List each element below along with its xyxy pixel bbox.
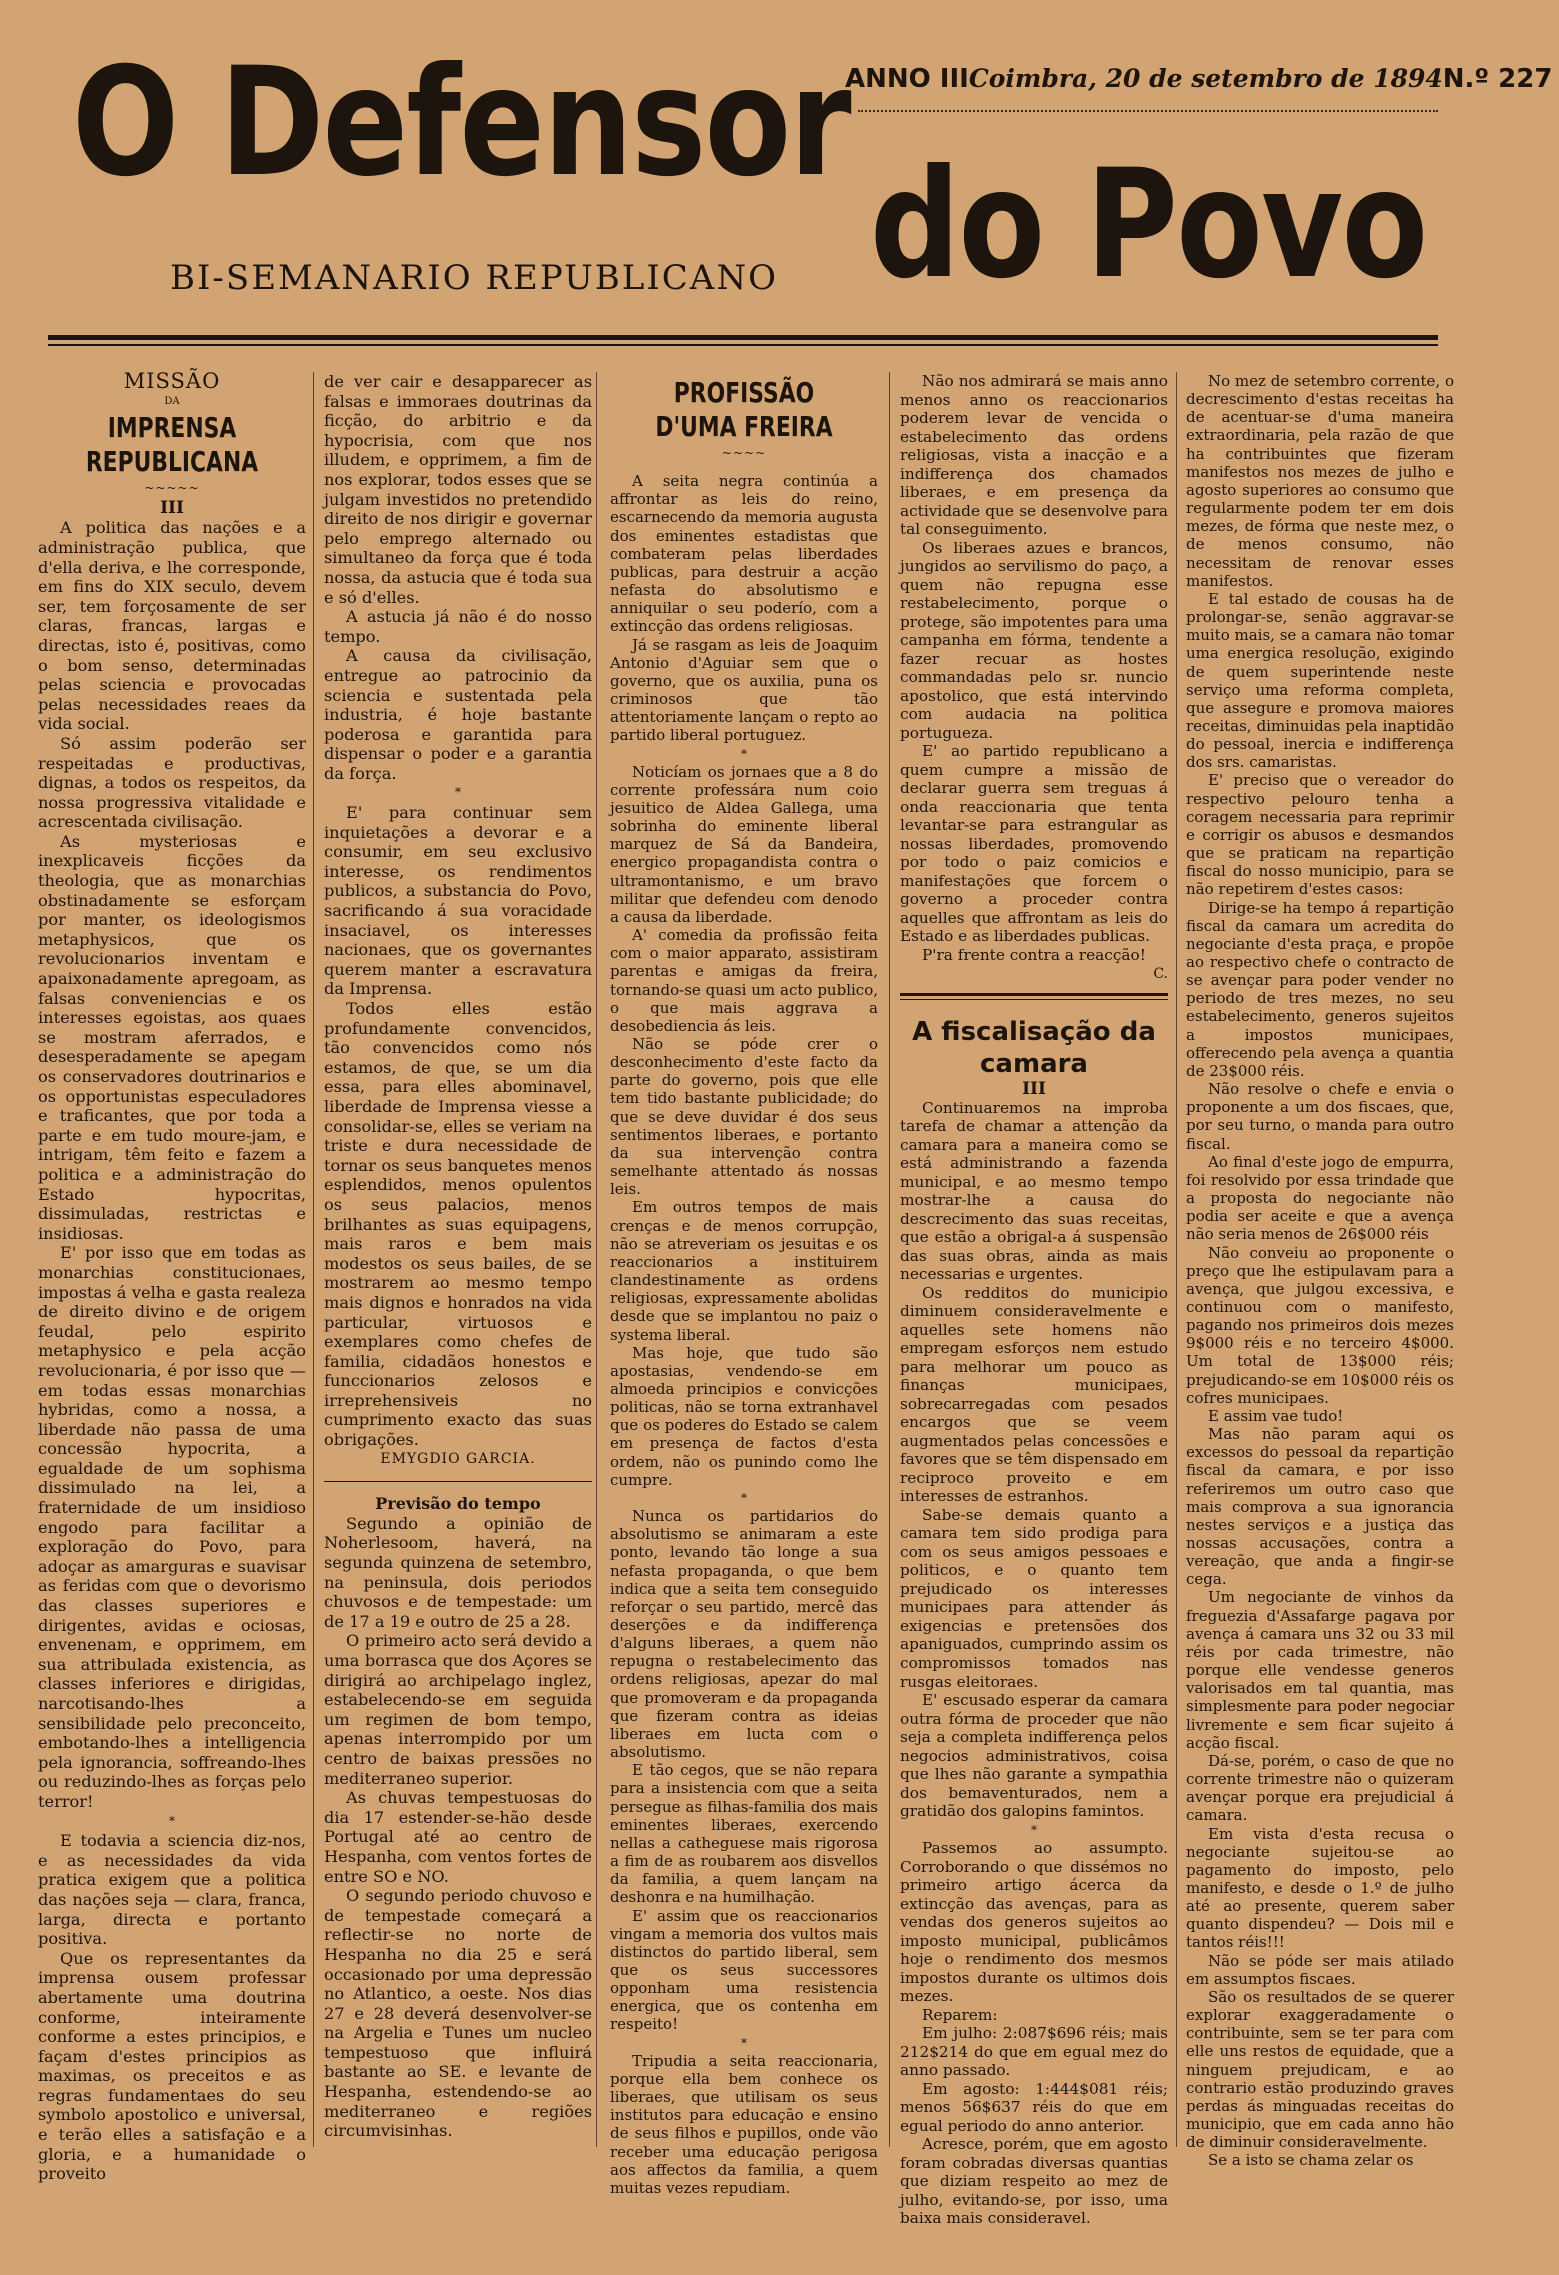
section-star: *	[1031, 1822, 1037, 1837]
paragraph: E assim vae tudo!	[1208, 1406, 1344, 1425]
paragraph: A seita negra continúa a affrontar as leis do reino, escarnecendo da memoria augusta dos eminentes estadistas que combateram pelas liberdades publicas, para destruir a acção nefasta do absolutismo e anniquilar o seu poderío, com a extincção das ordens religiosas.	[610, 472, 878, 636]
article-kicker-da: DA	[164, 395, 180, 407]
article-part: III	[160, 497, 184, 518]
weather-headline: Previsão do tempo	[375, 1494, 541, 1514]
article-part: III	[1022, 1079, 1046, 1100]
article-kicker: MISSÃO	[123, 369, 221, 393]
paragraph: Mas não param aqui os excessos do pessoal da repartição fiscal da camara, e por isso referiremos um outro caso que mais comprova a sua ignorancia nestes serviços e a justiça das nossas accusações, contra a vereação, que anda a fingir-se cega.	[1186, 1425, 1454, 1589]
article-headline: IMPRENSA REPUBLICANA	[85, 411, 259, 479]
column-1	[38, 369, 306, 2184]
paragraph: Em outros tempos de mais crenças e de menos corrupção, não se atreveriam os jesuitas e os reaccionarios a instituirem clandestinamente as ordens religiosas, expressamente abolidas desde que se implantou no paiz o systema liberal.	[610, 1198, 878, 1344]
issue-year: ANNO III	[845, 64, 969, 94]
ornament: ~~~~~	[144, 481, 200, 496]
paragraph: Em agosto: 1:444$081 réis; menos 56$637 réis do que em egual periodo do anno anterior.	[900, 2079, 1168, 2135]
paragraph: Um negociante de vinhos da freguezia d'Assafarge pagava por avença á camara uns 32 ou 33 mil réis por cada trimestre, não porque elle vendesse generos valorisados em tal quantia, mas simplesmente para poder negociar livremente e sem ficar sujeito á acção fiscal.	[1186, 1588, 1454, 1752]
paragraph: E' para continuar sem inquietações a devorar e a consumir, em seu exclusivo interesse, os rendimentos publicos, a substancia do Povo, sacrificando á sua voracidade insaciavel, os interesses nacionaes, que os governantes querem manter a escravatura da Imprensa.	[324, 803, 592, 999]
masthead-subtitle: BI-SEMANARIO REPUBLICANO	[170, 258, 778, 298]
divider	[324, 1481, 592, 1482]
paragraph: Nunca os partidarios do absolutismo se animaram a este ponto, levando tão longe a sua nefasta propaganda, o que bem indica que a seita tem conseguido reforçar o seu partido, mercê das deserções e da indifferença d'alguns liberaes, a quem não repugna o restabelecimento das ordens religiosas, apezar do mal que promoveram e da propaganda que fizeram contra as ideias liberaes em lucta com o absolutismo.	[610, 1507, 878, 1762]
section-star: *	[741, 2035, 747, 2050]
paragraph: Reparem:	[922, 2005, 998, 2024]
paragraph: A astucia já não é do nosso tempo.	[324, 607, 592, 646]
paragraph: As mysteriosas e inexplicaveis ficções da theologia, que as monarchias obstinadamente se esforçam por manter, os ideologismos metaphysicos, que os revolucionarios inventam e apaixonadamente apregoam, as falsas conveniencias e os interesses egoistas, aos quaes se mostram aferrados, e desesperadamente se apegam os conservadores doutrinarios e os opportunistas especuladores e traficantes, que por toda a parte e em tudo moure-jam, e intrigam, têm feito e fazem a politica e a administração do Estado hypocritas, dissimuladas, restrictas e insidiosas.	[38, 831, 306, 1243]
ornament: ~~~~	[721, 446, 767, 460]
paragraph: Em julho: 2:087$696 réis; mais 212$214 do que em egual mez do anno passado.	[900, 2024, 1168, 2080]
paragraph: E todavia a sciencia diz-nos, e as necessidades da vida pratica exigem que a politica das nações seja — clara, franca, larga, directa e portanto positiva.	[38, 1831, 306, 1949]
article-headline: A fiscalisação da camara	[912, 1017, 1156, 1080]
masthead-rule	[48, 335, 1438, 340]
column-3	[610, 372, 878, 2197]
paragraph: Os redditos do municipio diminuem consideravelmente e aquelles sete homens não empregam esforços nem estudo para melhorar um pouco as finanças municipaes, sobrecarregadas com pesados encargos que se veem augmentados pelas concessões e favores que se têm dispensado em reciproco proveito e em interesses de estranhos.	[900, 1283, 1168, 1506]
paragraph: E' escusado esperar da camara outra fórma de proceder que não seja a completa indifferença pelos negocios administrativos, coisa que lhes não garante a sympathia dos bemaventurados, nem a gratidão dos galopins famintos.	[900, 1691, 1168, 1821]
section-star: *	[169, 1813, 175, 1828]
paragraph: Acresce, porém, que em agosto foram cobradas diversas quantias que diziam respeito ao mez de julho, evitando-se, por isso, uma baixa mais consideravel.	[900, 2135, 1168, 2228]
article-headline: PROFISSÃO D'UMA FREIRA	[655, 376, 833, 443]
paragraph: Em vista d'esta recusa o negociante sujeitou-se ao pagamento do imposto, pelo manifesto, e desde o 1.º de julho até ao presente, querem saber quanto dispendeu? — Dois mil e tantos réis!!!	[1186, 1824, 1454, 1952]
column-separator	[596, 372, 597, 2147]
column-separator	[1176, 372, 1177, 2147]
double-rule	[900, 993, 1168, 1000]
paragraph: Só assim poderão ser respeitadas e productivas, dignas, a todos os respeitos, da nossa progressiva vitalidade e acrescentada civilisação.	[38, 733, 306, 832]
paragraph: E tal estado de cousas ha de prolongar-se, senão aggravar-se muito mais, se a camara não tomar uma energica resolução, exigindo de quem superintende neste serviço uma reforma completa, que assegure e promova maiores receitas, diminuidas pela inaptidão do pessoal, inercia e indifferença dos srs. camaristas.	[1186, 589, 1454, 772]
article-initial: C.	[1153, 965, 1168, 982]
paragraph: Sabe-se demais quanto a camara tem sido prodiga para com os seus amigos pessoaes e politicos, e o quanto tem prejudicado os interesses municipaes para attender ás exigencias e pretensões dos apaniguados, cumprindo assim os compromissos tomados nas rusgas eleitoraes.	[900, 1505, 1168, 1691]
issue-info	[845, 64, 1553, 94]
column-separator	[313, 372, 314, 2147]
paragraph: São os resultados de se querer explorar exaggeradamente o contribuinte, sem se ter para com elle uns restos de equidade, que a ninguem prejudicam, e ao contrario estão produzindo graves perdas ás minguadas receitas do municipio, que em cada anno hão de diminuir consideravelmente.	[1186, 1987, 1454, 2152]
masthead-title-line2: do Povo	[870, 138, 1427, 312]
masthead-rule-thin	[48, 344, 1438, 346]
masthead-title-line1: O Defensor	[72, 36, 850, 210]
paragraph: A' comedia da profissão feita com o maior apparato, assistiram parentas e amigas da freira, tornando-se quasi um acto publico, o que mais aggrava a desobediencia ás leis.	[610, 926, 878, 1035]
paragraph: Já se rasgam as leis de Joaquim Antonio d'Aguiar sem que o governo, que os auxilia, puna os criminosos que tão attentoriamente lançam o repto ao partido liberal portuguez.	[610, 635, 878, 745]
paragraph: E tão cegos, que se não repara para a insistencia com que a seita persegue as filhas-familia dos mais eminentes liberaes, exercendo nellas a catheguese mais rigorosa a fim de as roubarem aos disvellos da familia, a quem lançam na deshonra e na humilhação.	[610, 1761, 878, 1907]
paragraph: A causa da civilisação, entregue ao patrocinio da sciencia e sustentada pela industria, é hoje bastante poderosa e garantida para dispensar o poder e a garantia da força.	[324, 646, 592, 783]
issue-date: Coimbra, 20 de setembro de 1894	[968, 64, 1443, 93]
paragraph: As chuvas tempestuosas do dia 17 estender-se-hão desde Portugal até ao centro de Hespanha, com ventos fortes de entre SO e NO.	[324, 1788, 592, 1886]
paragraph: Segundo a opinião de Noherlesoom, haverá, na segunda quinzena de setembro, na peninsula, dois periodos chuvosos e de tempestade: um de 17 a 19 e outro de 25 a 28.	[324, 1513, 592, 1631]
paragraph: O segundo periodo chuvoso e de tempestade começará a reflectir-se no norte de Hespanha no dia 25 e será occasionado por uma depressão no Atlantico, a oeste. Nos dias 27 e 28 deverá desenvolver-se na Argelia e Tunes um nucleo tempestuoso que influirá bastante ao SE. e levante de Hespanha, estendendo-se ao mediterraneo e regiões circumvisinhas.	[324, 1886, 592, 2141]
paragraph: Todos elles estão profundamente convencidos, tão convencidos como nós estamos, de que, se um dia essa, para elles abominavel, liberdade de Imprensa viesse a consolidar-se, elles se veriam na triste e dura necessidade de tornar os seus banquetes menos esplendidos, menos opulentos os seus palacios, menos brilhantes as suas equipagens, mais raros e bem mais modestos os seus bailes, de se mostrarem ao mesmo tempo mais dignos e honrados na vida particular, virtuosos e exemplares como chefes de familia, cidadãos honestos e funccionarios zelosos e irreprehensiveis no cumprimento exacto das suas obrigações.	[324, 999, 592, 1450]
column-5	[1186, 372, 1454, 2169]
paragraph: E' ao partido republicano a quem cumpre a missão de declarar guerra sem treguas á onda reaccionaria que tenta levantar-se para estrangular as nossas liberdades, promovendo por todo o paiz comicios e manifestações que forcem o governo a proceder contra aquelles que affrontam as leis do Estado e as liberdades publicas.	[900, 742, 1168, 946]
paragraph: Continuaremos na improba tarefa de chamar a attenção da camara para a maneira como se está administrando a fazenda municipal, e ao mesmo tempo mostrar-lhe a causa do descrecimento das suas receitas, que estão a obrigal-a á suspensão das suas obras, ainda as mais necessarias e urgentes.	[900, 1098, 1168, 1284]
article-signature: EMYGDIO GARCIA.	[380, 1450, 536, 1467]
masthead-dotted-rule	[858, 110, 1438, 112]
issue-number: N.º 227	[1442, 64, 1553, 94]
section-star: *	[741, 746, 747, 761]
paragraph: Passemos ao assumpto. Corroborando o que dissémos no primeiro artigo ácerca da extincção das avenças, para as vendas dos generos sujeitos ao imposto municipal, publicâmos hoje o rendimento dos mesmos impostos durante os ultimos dois mezes.	[900, 1839, 1168, 2006]
paragraph: Não se póde ser mais atilado em assumptos fiscaes.	[1186, 1951, 1454, 1988]
column-2	[324, 372, 592, 2141]
paragraph: Que os representantes da imprensa ousem professar abertamente uma doutrina conforme, inteiramente conforme a estes principios, e façam d'estes principios as maximas, os preceitos e as regras fundamentaes do seu symbolo apostolico e universal, e terão elles a satisfação e a gloria, e a humanidade o proveito	[38, 1948, 306, 2184]
column-separator	[889, 372, 890, 2147]
paragraph: E' por isso que em todas as monarchias constitucionaes, impostas á velha e gasta realeza de direito divino e de origem feudal, pelo espirito metaphysico e pela acção revolucionaria, é por isso que — em todas essas monarchias hybridas, como a nossa, a liberdade não passa de uma concessão hypocrita, a egualdade de um sophisma dissimulado na lei, a fraternidade de um insidioso engodo para facilitar a exploração do Povo, para adoçar as amarguras e suavisar as feridas com que o devorismo das classes superiores e dirigentes, avidas e ociosas, envenenam, e opprimem, em sua attribulada existencia, as classes inferiores e dirigidas, narcotisando-lhes a sensibilidade pelo preconceito, embotando-lhes a intelligencia pela ignorancia, soffreando-lhes ou reduzindo-lhes as forças pelo terror!	[38, 1243, 306, 1811]
paragraph: Tripudia a seita reaccionaria, porque ella bem conhece os liberaes, que utilisam os seus institutos para educação e ensino de seus filhos e pupillos, onde vão receber uma educação perigosa aos affectos da familia, a quem muitas vezes repudiam.	[610, 2051, 878, 2197]
paragraph: E' assim que os reaccionarios vingam a memoria dos vultos mais distinctos do partido liberal, sem que os seus successores opponham uma resistencia energica, que os contenha em respeito!	[610, 1906, 878, 2034]
section-star: *	[455, 785, 461, 800]
paragraph: Dirige-se ha tempo á repartição fiscal da camara um acredita do negociante d'esta praça, e propõe ao respectivo chefe o contracto de se avençar para poder vender no periodo de tres mezes, no seu estabelecimento, generos sujeitos a impostos municipaes, offerecendo pela avença a quantia de 23$000 réis.	[1186, 898, 1454, 1080]
paragraph: Ao final d'este jogo de empurra, foi resolvido por essa trindade que a proposta do negociante não podia ser aceite e que a avença não seria menos de 26$000 réis	[1186, 1152, 1454, 1244]
paragraph: Dá-se, porém, o caso de que no corrente trimestre não o quizeram avençar porque era prejudicial á camara.	[1186, 1751, 1454, 1825]
paragraph: Não conveiu ao proponente o preço que lhe estipulavam para a avença, que julgou excessiva, e continuou com o manifesto, pagando nos primeiros dois mezes 9$000 réis e no terceiro 4$000. Um total de 13$000 réis; prejudicando-se em 10$000 réis os cofres municipaes.	[1186, 1243, 1454, 1407]
section-star: *	[741, 1490, 747, 1505]
paragraph: O primeiro acto será devido a uma borrasca que dos Açores se dirigirá ao archipelago inglez, estabelecendo-se em seguida um regimen de bom tempo, apenas interrompido por um centro de baixas pressões no mediterraneo superior.	[324, 1631, 592, 1788]
paragraph: de ver cair e desapparecer as falsas e immoraes doutrinas da ficção, do arbitrio e da hypocrisia, com que nos illudem, e opprimem, a fim de nos explorar, todos esses que se julgam investidos no pretendido direito de nos dirigir e governar pelo emprego alternado ou simultaneo da força que é toda nossa, da astucia que é toda sua e só d'elles.	[324, 372, 592, 607]
paragraph: E' preciso que o vereador do respectivo pelouro tenha a coragem necessaria para reprimir e corrigir os abusos e desmandos que se praticam na repartição fiscal do nosso municipio, para se não repetirem d'estes casos:	[1186, 771, 1454, 899]
paragraph: P'ra frente contra a reacção!	[922, 945, 1146, 964]
column-4	[900, 372, 1168, 2228]
paragraph: Não nos admirará se mais anno menos anno os reaccionarios poderem levar de vencida o estabelecimento das ordens religiosas, vista a inacção e a indifferença dos chamados liberaes, e em presença da actividade que se desenvolve para tal conseguimento.	[900, 372, 1168, 539]
paragraph: Não se póde crer o desconhecimento d'este facto da parte do governo, pois que elle tem tido bastante publicidade; do que se deve duvidar é dos seus sentimentos liberaes, e portanto da sua intervenção contra semelhante attentado ás nossas leis.	[610, 1035, 878, 1199]
paragraph: Se a isto se chama zelar os	[1208, 2151, 1414, 2170]
paragraph: Os liberaes azues e brancos, jungidos ao servilismo do paço, a quem não repugna esse restabelecimento, porque o protege, são impotentes para uma campanha em fórma, tendente a fazer recuar as hostes commandadas pelo sr. nuncio apostolico, que está intervindo com audacia na politica portugueza.	[900, 538, 1168, 742]
paragraph: No mez de setembro corrente, o decrescimento d'estas receitas ha de acentuar-se d'uma maneira extraordinaria, pela razão de que ha contribuintes que fizeram manifestos nos mezes de julho e agosto superiores ao consumo que regularmente podem ter em dois mezes, de fórma que neste mez, o de menos consumo, não necessitam de renovar esses manifestos.	[1186, 372, 1454, 590]
paragraph: A politica das nações e a administração publica, que d'ella deriva, e lhe corresponde, em fins do XIX seculo, devem ser, tem forçosamente de ser claras, francas, largas e directas, isto é, positivas, como o bom senso, determinadas pelas sciencia e provocadas pelas necessidades reaes da vida social.	[38, 518, 306, 734]
paragraph: Mas hoje, que tudo são apostasias, vendendo-se em almoeda principios e convicções politicas, não se torna extranhavel que os poderes do Estado se calem em presença de factos d'esta ordem, não os punindo como lhe cumpre.	[610, 1343, 878, 1489]
paragraph: Não resolve o chefe e envia o proponente a um dos fiscaes, que, por seu turno, o manda para outro fiscal.	[1186, 1080, 1454, 1153]
paragraph: Noticíam os jornaes que a 8 do corrente professára num coio jesuitico de Aldea Gallega, uma sobrinha do eminente liberal marquez de Sá da Bandeira, energico propagandista contra o ultramontanismo, e um bravo militar que defendeu com denodo a causa da liberdade.	[610, 762, 878, 926]
